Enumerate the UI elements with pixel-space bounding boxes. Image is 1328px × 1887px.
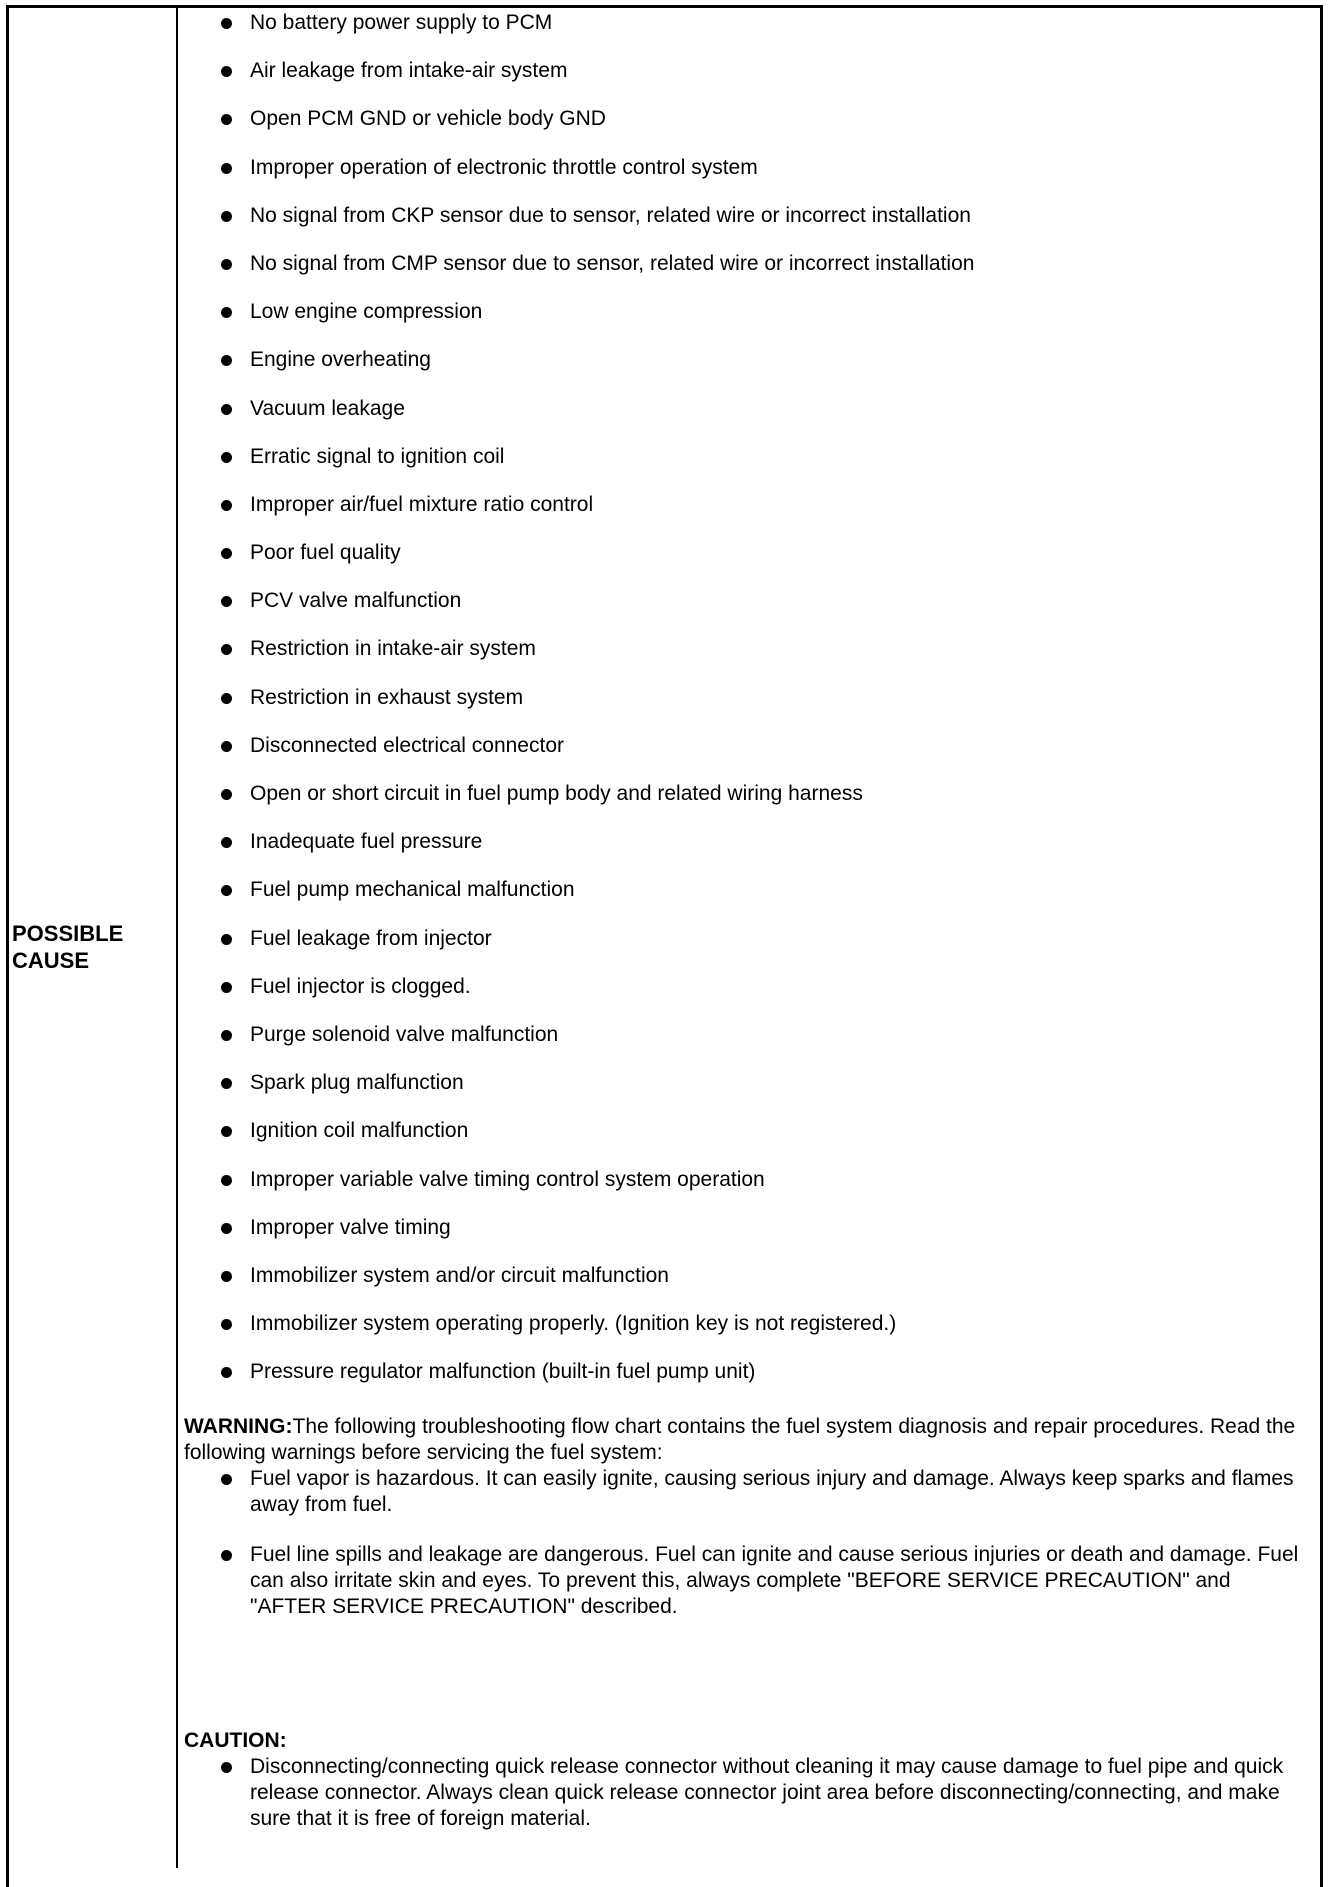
caution-list xyxy=(184,1754,1312,1832)
cause-item: Engine overheating xyxy=(184,347,1312,395)
cause-item: Restriction in intake-air system xyxy=(184,636,1312,684)
cause-item: Low engine compression xyxy=(184,299,1312,347)
section-content xyxy=(184,10,1312,1832)
cause-item: Fuel pump mechanical malfunction xyxy=(184,877,1312,925)
cause-item: No signal from CMP sensor due to sensor, related wire or incorrect installation xyxy=(184,251,1312,299)
cause-item: Open or short circuit in fuel pump body and related wiring harness xyxy=(184,781,1312,829)
cause-item: Erratic signal to ignition coil xyxy=(184,444,1312,492)
caution-item: Disconnecting/connecting quick release connector without cleaning it may cause damage to fuel pipe and quick release connector. Always clean quick release connector joint area before disconnecting/connecting, and make sure that it is free of foreign material. xyxy=(184,1754,1312,1832)
cause-item: Pressure regulator malfunction (built-in fuel pump unit) xyxy=(184,1359,1312,1407)
cause-item: Inadequate fuel pressure xyxy=(184,829,1312,877)
warning-item: Fuel vapor is hazardous. It can easily ignite, causing serious injury and damage. Always keep sparks and flames away from fuel. xyxy=(184,1466,1312,1518)
warning-label: WARNING: xyxy=(184,1415,293,1439)
column-divider xyxy=(176,5,178,1868)
cause-item: Spark plug malfunction xyxy=(184,1070,1312,1118)
cause-item: Poor fuel quality xyxy=(184,540,1312,588)
cause-item: Improper operation of electronic throttle control system xyxy=(184,155,1312,203)
warning-paragraph xyxy=(184,1414,1312,1466)
cause-item: Vacuum leakage xyxy=(184,396,1312,444)
warning-item: Fuel line spills and leakage are dangerous. Fuel can ignite and cause serious injuries or death and damage. Fuel can also irritate skin and eyes. To prevent this, always complete "BEFORE SERVICE PRECAUTION" and "AFTER SERVICE PRECAUTION" described. xyxy=(184,1542,1312,1620)
cause-item: Immobilizer system operating properly. (Ignition key is not registered.) xyxy=(184,1311,1312,1359)
section-label xyxy=(12,920,123,974)
cause-item: No signal from CKP sensor due to sensor, related wire or incorrect installation xyxy=(184,203,1312,251)
cause-item: Open PCM GND or vehicle body GND xyxy=(184,106,1312,154)
cause-item: Purge solenoid valve malfunction xyxy=(184,1022,1312,1070)
warning-list xyxy=(184,1466,1312,1620)
cause-item: Disconnected electrical connector xyxy=(184,733,1312,781)
cause-item: Ignition coil malfunction xyxy=(184,1118,1312,1166)
warning-text: The following troubleshooting flow chart contains the fuel system diagnosis and repair procedures. Read the following warnings before servicing the fuel system: xyxy=(184,1415,1296,1465)
cause-list xyxy=(184,10,1312,1407)
cause-item: Improper variable valve timing control system operation xyxy=(184,1167,1312,1215)
section-label-line1: POSSIBLE xyxy=(12,921,124,946)
cause-item: Fuel leakage from injector xyxy=(184,926,1312,974)
cause-item: Improper valve timing xyxy=(184,1215,1312,1263)
cause-item: Immobilizer system and/or circuit malfunction xyxy=(184,1263,1312,1311)
cause-item: Improper air/fuel mixture ratio control xyxy=(184,492,1312,540)
caution-label: CAUTION: xyxy=(184,1729,287,1753)
cause-item: No battery power supply to PCM xyxy=(184,10,1312,58)
cause-item: Air leakage from intake-air system xyxy=(184,58,1312,106)
cause-item: Fuel injector is clogged. xyxy=(184,974,1312,1022)
cause-item: PCV valve malfunction xyxy=(184,588,1312,636)
section-label-line2: CAUSE xyxy=(12,948,90,973)
cause-item: Restriction in exhaust system xyxy=(184,685,1312,733)
